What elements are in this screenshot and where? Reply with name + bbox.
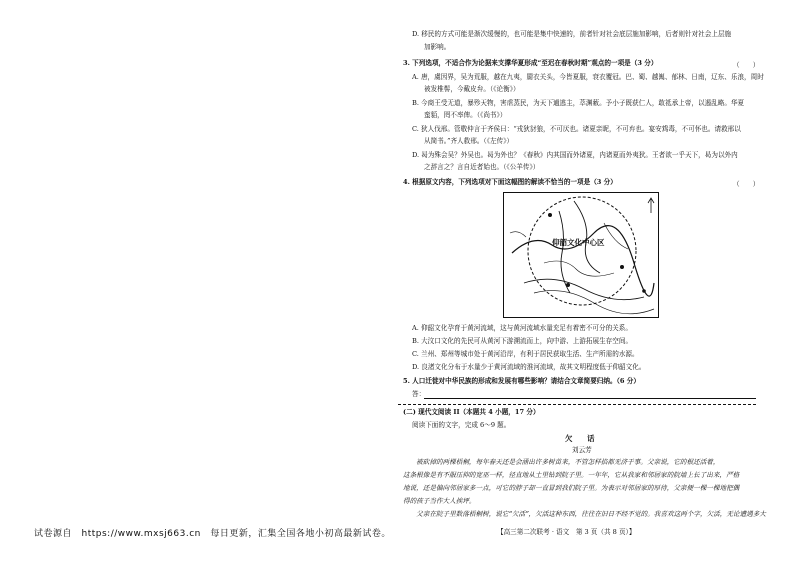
q3-option-b-line1: B. 今商王受无道，暴殄天物，害虐蒸民，为天下逋逃主，萃渊薮。予小子既获仁人，敢祗承上帝，以遏乱略。华夏	[412, 99, 745, 107]
section-divider	[398, 404, 756, 405]
q3-option-c-line2: 从简书。”齐人救邢。（《左传》）	[424, 137, 514, 145]
passage-para2-line1: 父亲在院子里数落梧桐树，说它“欠活”，欠活这种东西，往往在旧日不经不觉的。我喜欢这两个字，欠活，无论遭遇多大	[403, 510, 766, 518]
q3-stem: 3. 下列选项，不适合作为论据来支撑华夏形成“至迟在春秋时期”观点的一项是（3 分）	[403, 59, 658, 67]
page-footer: 【高三第二次联考 · 语文 第 3 页（共 8 页）】	[497, 528, 636, 536]
q3-answer-paren: （ ）	[733, 61, 760, 69]
q3-option-d-line1: D. 曷为殊会吴？外吴也。曷为外也？《春秋》内其国而外诸夏，内诸夏而外夷狄。王者欲一乎天下，曷为以外内	[412, 151, 738, 159]
passage-title: 欠 话	[565, 434, 595, 443]
section2-heading: (二) 现代文阅读 II（本题共 4 小题，17 分）	[403, 408, 540, 416]
q4-option-a: A. 仰韶文化孕育于黄河流域，这与黄河流域水量充足有着密不可分的关系。	[412, 324, 632, 332]
passage-para1-line1: 被砍掉的两棵梧桐，每年春天还是会涌出许多树苗来，不管怎样掐都无济于事。父亲说，它的根还活着，	[403, 458, 720, 466]
q5-answer-label: 答：	[412, 390, 426, 398]
q5-answer-line[interactable]	[424, 398, 756, 399]
section2-instruction: 阅读下面的文字，完成 6～9 题。	[412, 421, 511, 429]
q3-option-a-line1: A. 唐，虞因界，吴为荒服，越在九夷，罽衣关头，今皆夏服，衰衣覆冠。巴、蜀、越嶲、郁林、日南，辽东、乐浪，周时	[412, 73, 764, 81]
q3-option-b-line2: 蛮貊，罔不率俾。（《尚书》）	[424, 111, 507, 119]
q3-option-c-line1: C. 狄人伐邢。管敬仲言于齐侯曰：“戎狄豺狼，不可厌也。诸夏亲昵，不可弃也。宴安鸩毒，不可怀也。请救邢以	[412, 125, 741, 133]
q4-option-c: C. 兰州、郑州等城市处于黄河沿岸，有利于居民获取生活、生产所需的水源。	[412, 350, 639, 358]
passage-para1-line2: 这条根像是有不服压抑的宽巫一样，径直地从土里钻到院子里。一年年，它从我家和邻居家的院墙上长了出来，严格	[403, 471, 740, 479]
q5-stem: 5. 人口迁徙对中华民族的形成和发展有哪些影响？请结合文章简要归纳。（6 分）	[403, 377, 640, 385]
passage-para1-line4: 得的孩子当作大人挨坪。	[403, 497, 476, 505]
map-center-label: 仰韶文化中心区	[552, 238, 605, 247]
yangshao-culture-map	[503, 192, 659, 318]
q4-answer-paren: （ ）	[733, 180, 760, 188]
source-footer: 试卷源自 https://www.mxsj663.cn 每日更新，汇集全国各地小初高最新试卷。	[34, 529, 391, 539]
q3-option-d-line2: 之辞言之？言自近者始也。（《公羊传》）	[424, 163, 540, 171]
passage-para1-line3: 地说，还是偏向邻居家多一点，可它的脖子却一直冒到我们院子里。为表示对邻居家的厚待，父亲便一棵一棵地把偶	[403, 484, 740, 492]
map-graphic	[504, 193, 658, 317]
north-arrow-icon	[648, 198, 654, 213]
q2-option-d-line2: 加影响。	[424, 43, 451, 51]
q3-option-a-line2: 被发椎髻，今戴皮弁。（《论衡》）	[424, 85, 520, 93]
q4-option-b: B. 大汶口文化的先民可从黄河下游溯流而上，向中游、上游拓展生存空间。	[412, 337, 633, 345]
q2-option-d-line1: D. 移民的方式可能是渐次缓慢的，也可能是集中快速的，前者针对社会底层施加影响，后者则针对社会上层施	[412, 30, 732, 38]
q4-stem: 4. 根据原文内容，下列选项对下面这幅图的解读不恰当的一项是（3 分）	[403, 178, 617, 186]
passage-author: 刘云芳	[572, 446, 592, 454]
q4-option-d: D. 良渚文化分布于水量少于黄河流域的淮河流域，故其文明程度低于仰韶文化。	[412, 363, 646, 371]
